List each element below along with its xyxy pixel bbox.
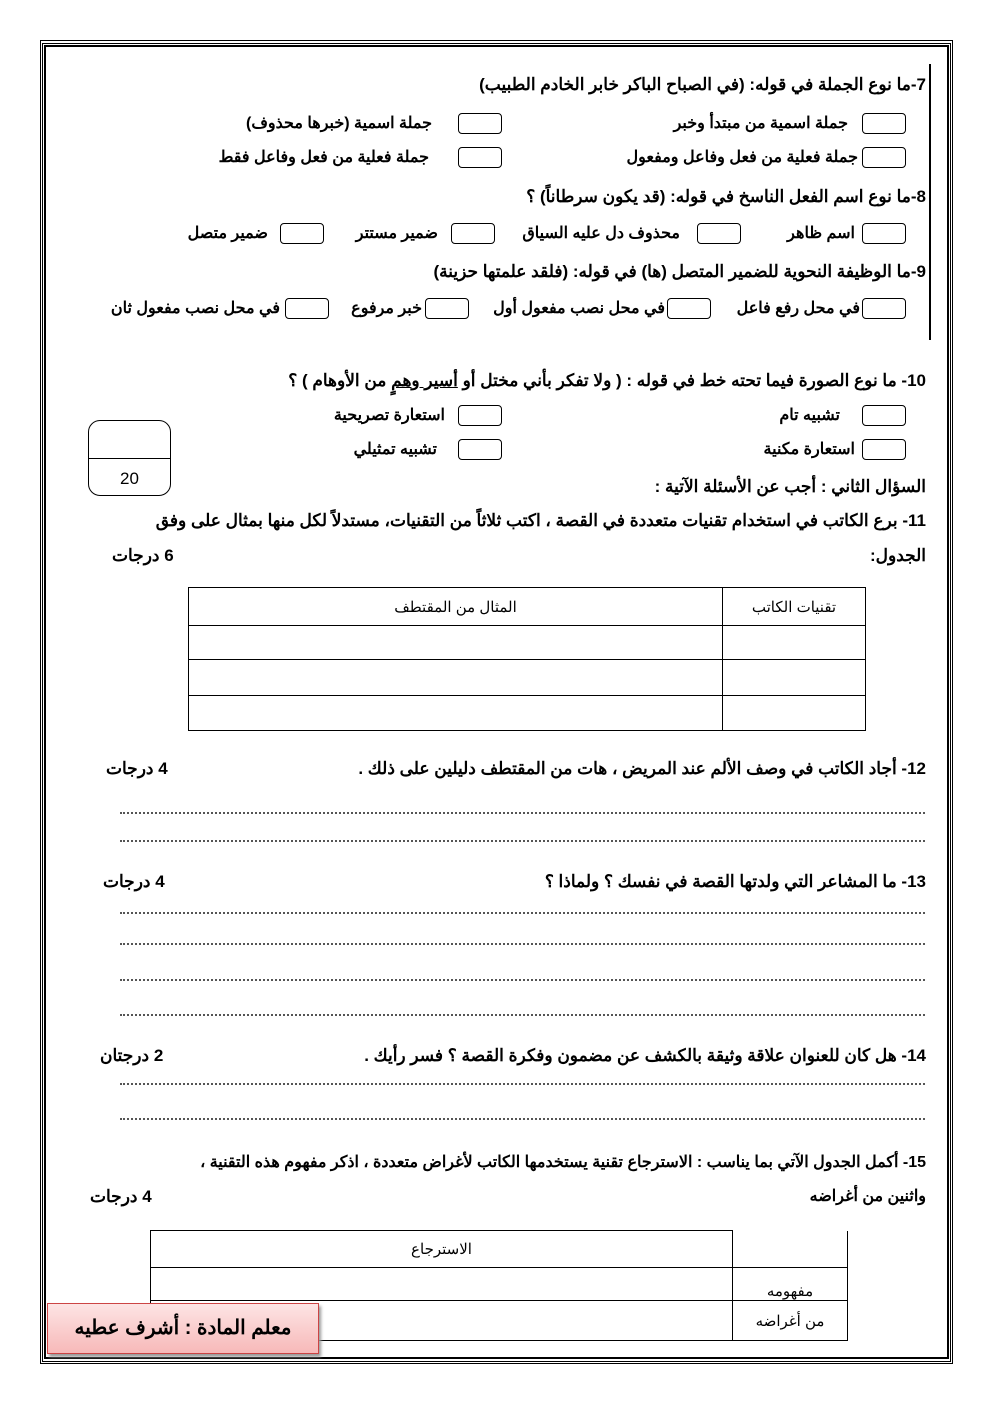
table-cell[interactable]: [723, 660, 866, 696]
grade-label: 4 درجات: [103, 872, 165, 891]
question-12: 12- أجاد الكاتب في وصف الألم عند المريض ، هات من المقتطف دليلين على ذلك .: [358, 759, 926, 778]
table-cell[interactable]: [723, 626, 866, 660]
question-9: 9-ما الوظيفة النحوية للضمير المتصل (ها) في قوله: (فلقد علمتها حزينة): [433, 262, 926, 281]
option-checkbox[interactable]: [458, 147, 502, 168]
option-label: اسم ظاهر: [787, 225, 855, 242]
margin-line: [929, 64, 931, 340]
table-cell: [733, 1231, 848, 1268]
question-13: 13- ما المشاعر التي ولدتها القصة في نفسك ؟ ولماذا ؟: [544, 872, 926, 891]
grade-label: 6 درجات: [112, 546, 174, 565]
question-7: 7-ما نوع الجملة في قوله: (في الصباح الباكر خابر الخادم الطبيب): [479, 75, 926, 94]
question-10: [288, 370, 926, 392]
q10-underlined: أسير وهمٍ: [391, 371, 458, 390]
table-header: المثال من المقتطف: [189, 588, 723, 626]
option-label: في محل رفع فاعل: [736, 300, 860, 317]
option-checkbox[interactable]: [280, 223, 324, 244]
option-checkbox[interactable]: [425, 298, 469, 319]
option-label: في محل نصب مفعول أول: [493, 300, 665, 317]
option-label: تشبيه تمثيلي: [353, 441, 437, 458]
row-label: مفهومه: [733, 1268, 848, 1301]
option-checkbox[interactable]: [667, 298, 711, 319]
option-checkbox[interactable]: [862, 298, 906, 319]
question-11-line2: الجدول:: [869, 546, 926, 565]
question-15: 15- أكمل الجدول الآتي بما يناسب : الاسترجاع تقنية يستخدمها الكاتب لأغراض متعددة ، اذكر مفهوم هذه التقنية ،: [200, 1154, 926, 1171]
table-header: تقنيات الكاتب: [723, 588, 866, 626]
question-8: 8-ما نوع اسم الفعل الناسخ في قوله: (قد يكون سرطاناً) ؟: [526, 187, 926, 206]
option-label: جملة اسمية (خبرها محذوف): [246, 115, 432, 132]
option-checkbox[interactable]: [862, 439, 906, 460]
option-label: تشبيه تام: [779, 407, 840, 424]
answer-line[interactable]: [120, 979, 925, 981]
question-11: 11- برع الكاتب في استخدام تقنيات متعددة في القصة ، اكتب ثلاثاً من التقنيات، مستدلاً لكل منها بمثال على وفق: [155, 511, 926, 530]
option-checkbox[interactable]: [458, 113, 502, 134]
answer-line[interactable]: [120, 812, 925, 814]
answer-line[interactable]: [120, 912, 925, 914]
option-checkbox[interactable]: [451, 223, 495, 244]
section-2-heading: السؤال الثاني : أجب عن الأسئلة الآتية :: [654, 477, 926, 496]
option-label: جملة اسمية من مبتدأ وخبر: [673, 115, 848, 132]
question-15-line2: واثنين من أغراضه: [809, 1188, 926, 1205]
option-checkbox[interactable]: [862, 223, 906, 244]
option-label: جملة فعلية من فعل وفاعل فقط: [218, 149, 429, 166]
option-label: ضمير متصل: [187, 225, 268, 242]
option-label: خبر مرفوع: [351, 300, 422, 317]
option-label: في محل نصب مفعول ثان: [110, 300, 280, 317]
answer-line[interactable]: [120, 840, 925, 842]
score-box: [88, 420, 171, 496]
option-checkbox[interactable]: [458, 439, 502, 460]
answer-line[interactable]: [120, 943, 925, 945]
option-label: ضمير مستتر: [355, 225, 438, 242]
teacher-name-badge: معلم المادة : أشرف عطيه: [47, 1303, 319, 1354]
grade-label: 2 درجتان: [100, 1046, 164, 1065]
grade-label: 4 درجات: [106, 759, 168, 778]
question-14: 14- هل كان للعنوان علاقة وثيقة بالكشف عن مضمون وفكرة القصة ؟ فسر رأيك .: [364, 1046, 926, 1065]
q10-suffix: من الأوهام ) ؟: [288, 371, 392, 390]
row-label: من أغراضه: [733, 1301, 848, 1341]
q10-prefix: 10- ما نوع الصورة فيما تحته خط في قوله : ( ولا تفكر بأني مختل أو: [457, 371, 926, 390]
table-cell[interactable]: [189, 626, 723, 660]
score-value: 20: [120, 469, 139, 488]
table-header: الاسترجاع: [151, 1231, 733, 1268]
table-cell[interactable]: [151, 1268, 733, 1301]
option-label: استعارة تصريحية: [333, 407, 445, 424]
option-checkbox[interactable]: [285, 298, 329, 319]
answer-line[interactable]: [120, 1118, 925, 1120]
option-label: محذوف دل عليه السياق: [522, 225, 680, 242]
option-checkbox[interactable]: [862, 405, 906, 426]
answer-line[interactable]: [120, 1083, 925, 1085]
table-cell[interactable]: [189, 696, 723, 731]
option-checkbox[interactable]: [458, 405, 502, 426]
option-checkbox[interactable]: [697, 223, 741, 244]
option-label: استعارة مكنية: [763, 441, 855, 458]
option-checkbox[interactable]: [862, 147, 906, 168]
answer-line[interactable]: [120, 1014, 925, 1016]
option-checkbox[interactable]: [862, 113, 906, 134]
techniques-table: [188, 587, 866, 731]
grade-label: 4 درجات: [90, 1187, 152, 1206]
table-cell[interactable]: [723, 696, 866, 731]
option-label: جملة فعلية من فعل وفاعل ومفعول: [626, 149, 858, 166]
table-cell[interactable]: [189, 660, 723, 696]
